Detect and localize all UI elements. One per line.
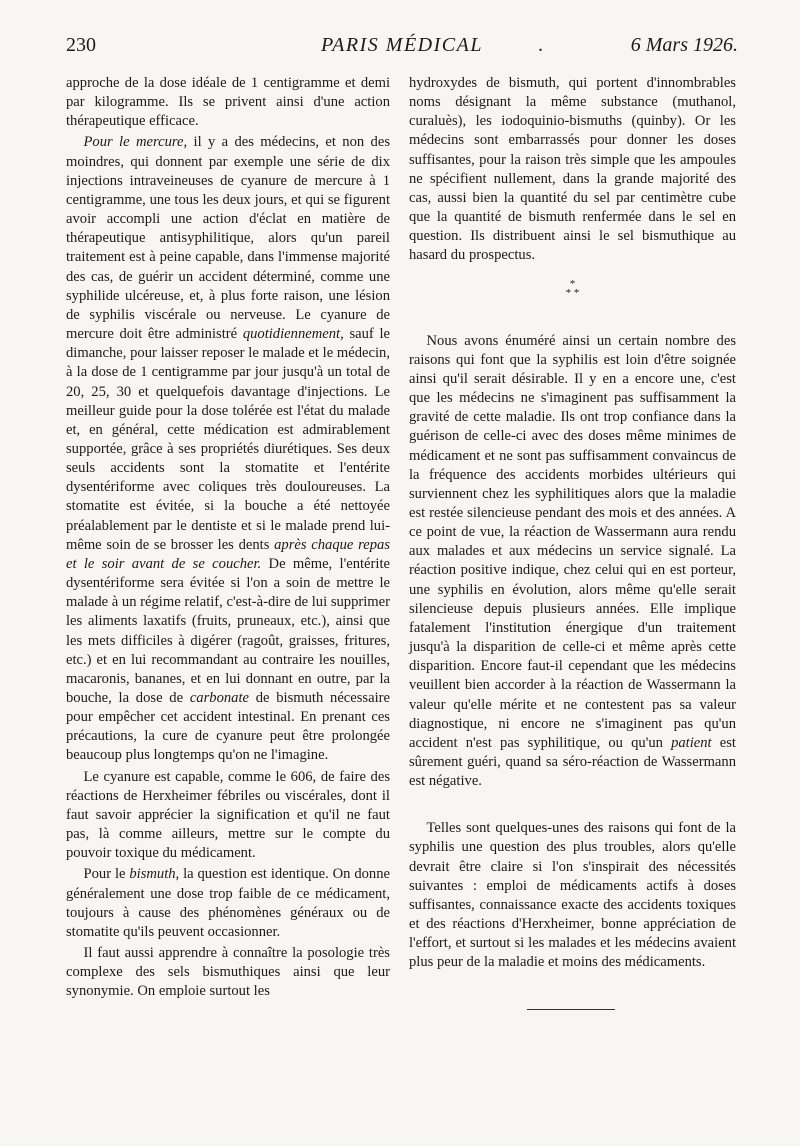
paragraph-wassermann	[409, 332, 736, 792]
paragraph-bismuth	[66, 865, 390, 942]
emphasis: carbonate	[189, 690, 249, 706]
end-rule	[527, 1009, 615, 1011]
paragraph-conclusion: Telles sont quelques-unes des raisons qui font de la syphilis une question des plus troubles, alors qu'elle devrait être claire si l'on s'inspirait des nécessités suivantes : emploi de médicaments actifs à doses suffisantes, connaissance exacte des accidents toxiques et des réactions d'Herxheimer, bonne appréciation de l'effort, et surtout si les malades et les médecins avaient plus peur de la maladie et moins des médicaments.	[409, 820, 736, 971]
paragraph: approche de la dose idéale de 1 centigramme et demi par kilogramme. Ils se privent ainsi d'une action thérapeutique efficace.	[66, 75, 390, 130]
emphasis: patient	[671, 734, 712, 751]
section-gap	[409, 791, 736, 819]
emphasis: quotidiennement,	[242, 326, 344, 343]
journal-title: PARIS MÉDICAL	[321, 34, 483, 56]
asterism-divider	[409, 277, 736, 299]
page-header	[66, 34, 738, 64]
paragraph: Le cyanure est capable, comme le 606, de faire des réactions de Herxheimer fébriles ou viscérales, dont il faut savoir apprécier la signification et qu'il ne faut pas, là comme ailleurs, mettre sur le compte du pouvoir toxique du médicament.	[66, 768, 390, 862]
asterism-bottom: * *	[565, 286, 580, 299]
asterism-top: *	[569, 277, 576, 290]
text: Pour le	[83, 866, 130, 883]
emphasis: Pour le mercure,	[83, 134, 188, 151]
text: de bismuth nécessaire pour empêcher cet accident intestinal. En prenant ces précautions, la cure de cyanure peut être prolongée beaucoup plus longtemps qu'on ne l'imagine.	[66, 690, 390, 764]
text: est sûrement guéri, quand sa séro-réaction de Wassermann est négative.	[409, 734, 736, 790]
text: De même, l'entérite dysentériforme sera évitée si l'on a soin de mettre le malade à un régime relatif, c'est-à-dire de lui supprimer les aliments laxatifs (fruits, pruneaux, etc.), ainsi que les mets difficiles à digérer (ragoût, graisses, fritures, etc.) et en lui recommandant au contraire les nouilles, macaronis, bananes, et en lui donnant en outre, par la bouche, la dose de	[66, 555, 390, 706]
emphasis: bismuth,	[129, 866, 180, 883]
paragraph-mercure	[66, 133, 390, 765]
text: il y a des médecins, et non des moindres, qui donnent par exemple une série de dix injections intraveineuses de cyanure de mercure à 1 centigramme, une tous les deux jours, et qui se figurent avoir accompli une action d'éclat en matière de thérapeutique antisyphilitique, alors qu'un pareil traitement est à peine capable, dans l'immense majorité des cas, de guérir un accident déterminé, comme une syphilide ulcéreuse, et, à plus forte raison, une lésion de syphilis viscérale ou nerveuse. Le cyanure de mercure doit être administré	[66, 134, 390, 343]
right-column	[409, 74, 736, 1010]
left-column	[66, 74, 390, 1002]
paragraph: Il faut aussi apprendre à connaître la posologie très complexe des sels bismuthiques ainsi que leur synonymie. On emploie surtout les	[66, 945, 390, 1000]
page-number: 230	[66, 34, 96, 56]
header-separator: .	[538, 34, 543, 56]
emphasis: après chaque repas et le soir avant de se coucher.	[66, 536, 391, 572]
text: la question est identique. On donne généralement une dose trop faible de ce médicament, toujours à cause des phénomènes généraux ou de stomatite qu'ils peuvent occasionner.	[66, 866, 391, 940]
text: sauf le dimanche, pour laisser reposer le malade et le médecin, à la dose de 1 centigramme par jour jusqu'à un total de 20, 25, 30 et quelquefois davantage d'injections. Le meilleur guide pour la dose tolérée est l'état du malade et, en général, cette médication est admirablement supportée, grâce à ses propriétés diurétiques. Ses deux seuls accidents sont la stomatite et l'entérite dysentériforme avec coliques très douloureuses. La stomatite est évitée, si la bouche a été nettoyée préalablement par le dentiste et si le malade prend lui-même soin de se brosser les dents	[66, 326, 390, 553]
paragraph: hydroxydes de bismuth, qui portent d'innombrables noms désignant la même substance (muthanol, curaluès), les iodoquinio-bismuths (quinby). Or les médecins sont embarrassés pour donner les doses suffisantes, pour la raison très simple que les ampoules ne spécifient nullement, dans la grande majorité des cas, aussi bien la quantité du sel par centimètre cube que la quantité de bismuth renfermée dans le sel en question. Ils distribuent ainsi le sel bismuthique au hasard du prospectus.	[409, 75, 736, 264]
text: Nous avons énuméré ainsi un certain nombre des raisons qui font que la syphilis est loin d'être soignée ainsi qu'il serait désirable. Il y en a encore une, c'est que les médecins ne s'imaginent pas suffisamment la gravité de cette maladie. Ils ont trop confiance dans la guérison de celle-ci avec des doses même minimes de médicament et ne sont pas suffisamment convaincus de la fréquence des accidents morbides ultérieurs qui surviennent chez les syphilitiques alors que la maladie est restée silencieuse pendant des mois et des années. A ce point de vue, la réaction de Wassermann aura rendu aux malades et aux médecins un service signalé. La réaction positive indique, chez celui qui en est porteur, une syphilis en évolution, alors même qu'elle serait silencieuse depuis plusieurs années. Elle implique fatalement l'institution énergique d'un traitement jusqu'à la disparition de celle-ci et même après cette disparition. Encore faut-il cependant que les médecins veuillent bien accorder à la réaction de Wassermann la valeur qu'elle mérite et ne contestent pas sa valeur diagnostique, ni encore ne s'imaginent pas qu'un accident n'est pas syphilitique, ou qu'un	[409, 332, 736, 751]
issue-date: 6 Mars 1926.	[630, 34, 738, 56]
